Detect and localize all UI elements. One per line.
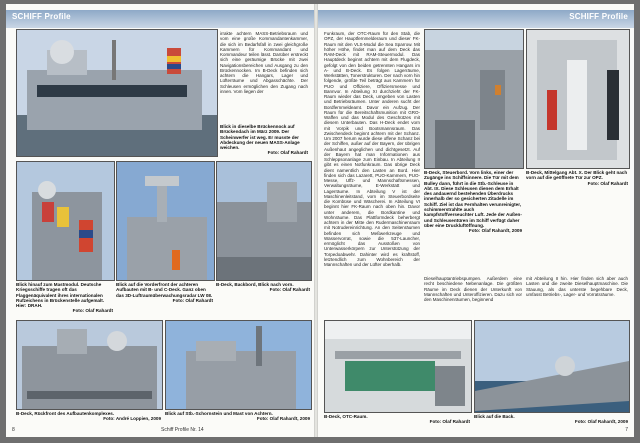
right-brand: SCHIFF Profile: [569, 12, 628, 21]
caption-text: Blick auf die Back.: [474, 414, 515, 419]
caption-text: B-Deck, Backbord, Blick nach vorn.: [216, 282, 294, 287]
caption-credit: Foto: André Loppien, 2009: [103, 416, 161, 422]
caption-credit: Foto: Olaf Rahardt, 2009: [256, 416, 310, 422]
left-footer: Schiff Profile Nr. 14: [161, 427, 204, 433]
right-page-number: 7: [625, 427, 628, 433]
caption-text: Blick auf Stb.-Schornstein und Mast von Achtern.: [165, 411, 273, 416]
caption-text: B-Deck, Rückfront des Aufbautenkomplexes.: [16, 411, 115, 416]
left-brand: SCHIFF Profile: [12, 12, 71, 21]
photo-otc-room: [324, 320, 472, 413]
right-text-col1: Funkraum, der OTC-Raum für den Stab, die OPZ, der Hauptfernmelderaum und dieser FK-Raum mit den VLS-Modul die Sea Sparrow. Mit höher Höhe, findet man auf dem Deck das RAM-Deck mit RAM-Steuermodul. Das Hauptdeck beginnt achtern mit dem Flugdeck, gefolgt von den beiden getrennten Hangars im A- und B-Deck. Es folgen Lagerräume, Werkstätten, Tonerstrukturen. Der nach vorn hin folgende, größte Teil beträgt aus Kammern für PUO und Offiziere, Offiziersmesse und Bannvor. In Abteilung XI durchzieht der FK-Raum wieder das Deck, umgeben von Lasten und Betriebsräumen. Unter anderen sucht der Bordfernmeldeamt. Davor ein Aufzug. Der Raum für die Bereitschaftsmunition mit GRO-Waffen und das Modul des Geschützes mit diesem Unterbauten. Das H-Deck endet vorn mit Vorpik und Bootsmannsraum. Das Zwischendeck beginnt achtern mit der Schanz. Um 2007 herum wurde diese offene Schanz bei der Schiffen, außer auf der Bayern, der übrigen Außenhaut angeglichen und dichtgesetzt. Auf der Bayern hat man Informationen aus Schleppsonanlage zum Einbau. In Abteilung II gibt es einen Notfunkraum. Das übrige Deck dient namentlich den Lasten an Bord. Hier finden sich das Lazarett, PUO-Kammern, PUO-Messe, Uffz- und Mannschaftsmessen, Verwaltungsräume, E-Werkstatt und Lagerräume. In Abteilung V ist der Maschinenleitstand, vorn im Steuerbordseite die Kombüse und Wäscherei. In Abteilung VI beginnt hier FK-Raum nach oben hin. Davor unter anderem, die Bordkantine und Wohnräume. Das Plattformdeck beherbergt achtern in der Mitte den Rudermaschinenraum mit Notrudereinrichtung. An den Seitenräumen befinden sich Meßwerkzeuge und Wasservorrat, sowie die 537-Launcher, ermöglicht das Ausstoßen von Unterwasserkörpern zur Unterstützung der Torpedoabwehr. Dahinter wird es kraftstoff, letztendlich zum Wohnbereich der Mannschaften und der Lüfter oberhalb.: [324, 31, 420, 267]
caption-credit: Foto: Olaf Rahardt, 2009: [574, 419, 628, 425]
photo-b-deck-rear: [16, 320, 163, 410]
caption-text: B-Deck, Steuerbord. Vorn links, einer der Zugänge ins Schiffsinnere. Die Tür mit dem Bulley dann, führt in die Stb.-Schleuse in Abt. IX. Diese Schleusen dienen dem Erhalt des andauernd bestehenden Überdrucks innerhalb der so gesicherten Zitadelle im Schiff. Ziel ist das Fernhalten verunreinigter, schimmerstrahlte auch kampfstoffverseuchter Luft. Jede der Außen- und Schleusentüren im Schiff verfügt daher über eine Druckluftöffnung.: [424, 170, 522, 228]
left-top-caption: [220, 124, 308, 156]
caption-text: Blick in dieselbe Brückennock auf Brückendach im März 2009. Der Scheinwerfer ist weg. Er musste der Abdeckung der neuen MASS-Anlage weichen.: [220, 124, 300, 151]
caption-b-deck-port: [216, 282, 310, 293]
photo-b-deck-port: [216, 161, 312, 281]
right-text-col3: mit Abteilung II hin. Hier finden sich aber auch Lasten und die zweite Dieselhauptmaschine. Die Stauung, als das unterste begehbare Deck, umfasst Betriebs-, Lager- und Vorratsräume.: [526, 276, 628, 297]
left-intro-text: irrakte achtern MASS-Betriebsraum und vom eine große Kommandantenkammer, die sich im Bedarfsfall in zwei gleichgroße Kammern für Kommandant und Kommandeur teilen lässt. Darüber erstreckt sich eine geräumige Brücke mit zwei Navigationsbereichen und Ausgang zu den Brückennocken. Im B-Deck befinden sich achtern die Hangars, Lager und Lüfterräume und Abgasschächte. Der Schleusen ermöglichen den Zugang nach innen. Vom liegen der: [220, 31, 308, 94]
left-page-number: 8: [12, 427, 15, 433]
right-page: [318, 4, 634, 437]
caption-forecastle: [474, 414, 628, 425]
photo-forecastle: [474, 320, 630, 413]
caption-b-deck-stb: [424, 170, 522, 234]
photo-funnel-mast: [165, 320, 312, 410]
caption-funnel: [165, 411, 310, 422]
right-text-col2: Dieselhauptantriebspumpen. Außerdem eine recht beschiedene Nebenanlage. Die größten Räume im Deck dienen der Unterkunft von Mannschaften und Unteroffizieren. Dazu sich vor den Maschinenräumen, beginnend: [424, 276, 522, 302]
caption-text: B-Deck, OTC-Raum.: [324, 414, 368, 419]
left-page: [6, 4, 314, 437]
photo-bridge-wing: [16, 29, 218, 157]
caption-corridor: [526, 170, 628, 186]
caption-credit: Foto: Olaf Rahardt: [269, 287, 310, 293]
caption-credit: Foto: Olaf Rahardt: [172, 297, 213, 303]
caption-text: Blick auf die Vorderfront der achteren Aufbauten mit B- und C-Deck. Ganz oben das 3D-Luftraumüberwachungsradar LW 08.: [116, 282, 213, 298]
caption-otc: [324, 414, 470, 425]
caption-credit: Foto: Olaf Rahardt: [429, 419, 470, 425]
photo-b-deck-stb: [424, 29, 524, 169]
caption-text: Blick hinauf zum Mastmodul. Deutsche Kriegsschiffe tragen oft das Flaggenäquivalent ihres internationalen Rufzeichens in Brückenstelle aufgemalt. Hier: DRAH.: [16, 282, 105, 309]
caption-credit: Foto: Olaf Rahardt: [587, 180, 628, 186]
caption-credit: Foto: Olaf Rahardt, 2009: [468, 228, 522, 234]
photo-mast-flags: [16, 161, 115, 281]
caption-rear: [16, 411, 161, 422]
photo-superstructure-front: [116, 161, 215, 281]
caption-front: [116, 282, 213, 303]
caption-credit: Foto: Olaf Rahardt: [72, 308, 113, 314]
caption-mast: [16, 282, 113, 314]
caption-text: B-Deck, Mittelgang Abt. X. Der Blick geht nach vorn auf die geöffnete Tür zur OPZ.: [526, 170, 628, 181]
caption-credit: Foto: Olaf Rahardt: [267, 150, 308, 156]
photo-corridor: [526, 29, 630, 169]
